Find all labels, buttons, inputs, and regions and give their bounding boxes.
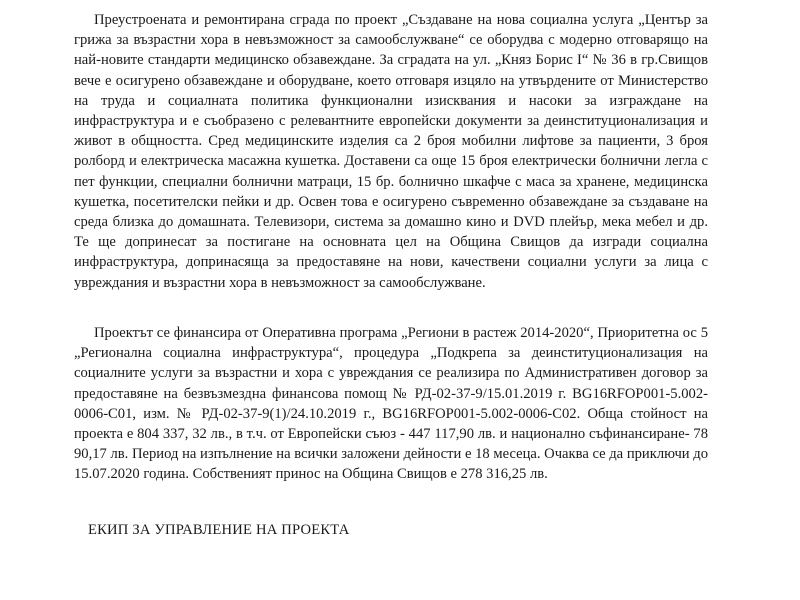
- paragraph-financing: Проектът се финансира от Оперативна програма „Региони в растеж 2014-2020“, Приоритетна ос 5 „Регионална социална инфраструктура“, процедура „Подкрепа за деинституционализация на социалните услуги за възрастни и хора с увреждания се реализира по Административен договор за предоставяне на безвъзмездна финансова помощ № РД-02-37-9/15.01.2019 г. BG16RFOP001-5.002-0006-C01, изм. № РД-02-37-9(1)/24.10.2019 г., BG16RFOP001-5.002-0006-C02. Обща стойност на проекта е 804 337, 32 лв., в т.ч. от Европейски съюз - 447 117,90 лв. и национално съфинансиране- 78 90,17 лв. Период на изпълнение на всички заложени дейности е 18 месеца. Очаква се да приключи до 15.07.2020 година. Собственият принос на Община Свищов е 278 316,25 лв.: [74, 325, 708, 483]
- signature-heading: ЕКИП ЗА УПРАВЛЕНИЕ НА ПРОЕКТА: [88, 522, 350, 538]
- paragraph-equipment: Преустроената и ремонтирана сграда по проект „Създаване на нова социална услуга „Център за грижа за възрастни хора в невъзможност за самообслужване“ се оборудва с модерно отговарящо на най-новите стандарти медицинско обзавеждане. За сградата на ул. „Княз Борис I“ № 36 в гр.Свищов вече е осигурено обзавеждане и оборудване, което отговаря изцяло на утвърдените от Министерство на труда и социалната политика функционални изисквания и насоки за изграждане на инфраструктура и е съобразено с релевантните европейски документи за деинституционализация и живот в общността. Сред медицинските изделия са 2 броя мобилни лифтове за пациенти, 3 броя ролборд и електрическа масажна кушетка. Доставени са още 15 броя електрически болнични легла с пет функции, специални болнични матраци, 15 бр. болнично шкафче с маса за хранене, медицинска кушетка, посетителски пейки и др. Освен това е осигурено съвременно обзавеждане за създаване на среда близка до домашната. Телевизори, система за домашно кино и DVD плейър, мека мебел и др. Те ще допринесат за постигане на основната цел на Община Свищов да изгради социална инфраструктура, допринасяща за предоставяне на нови, качествени социални услуги за лица с увреждания и възрастни хора в невъзможност за самообслужване.: [74, 12, 708, 291]
